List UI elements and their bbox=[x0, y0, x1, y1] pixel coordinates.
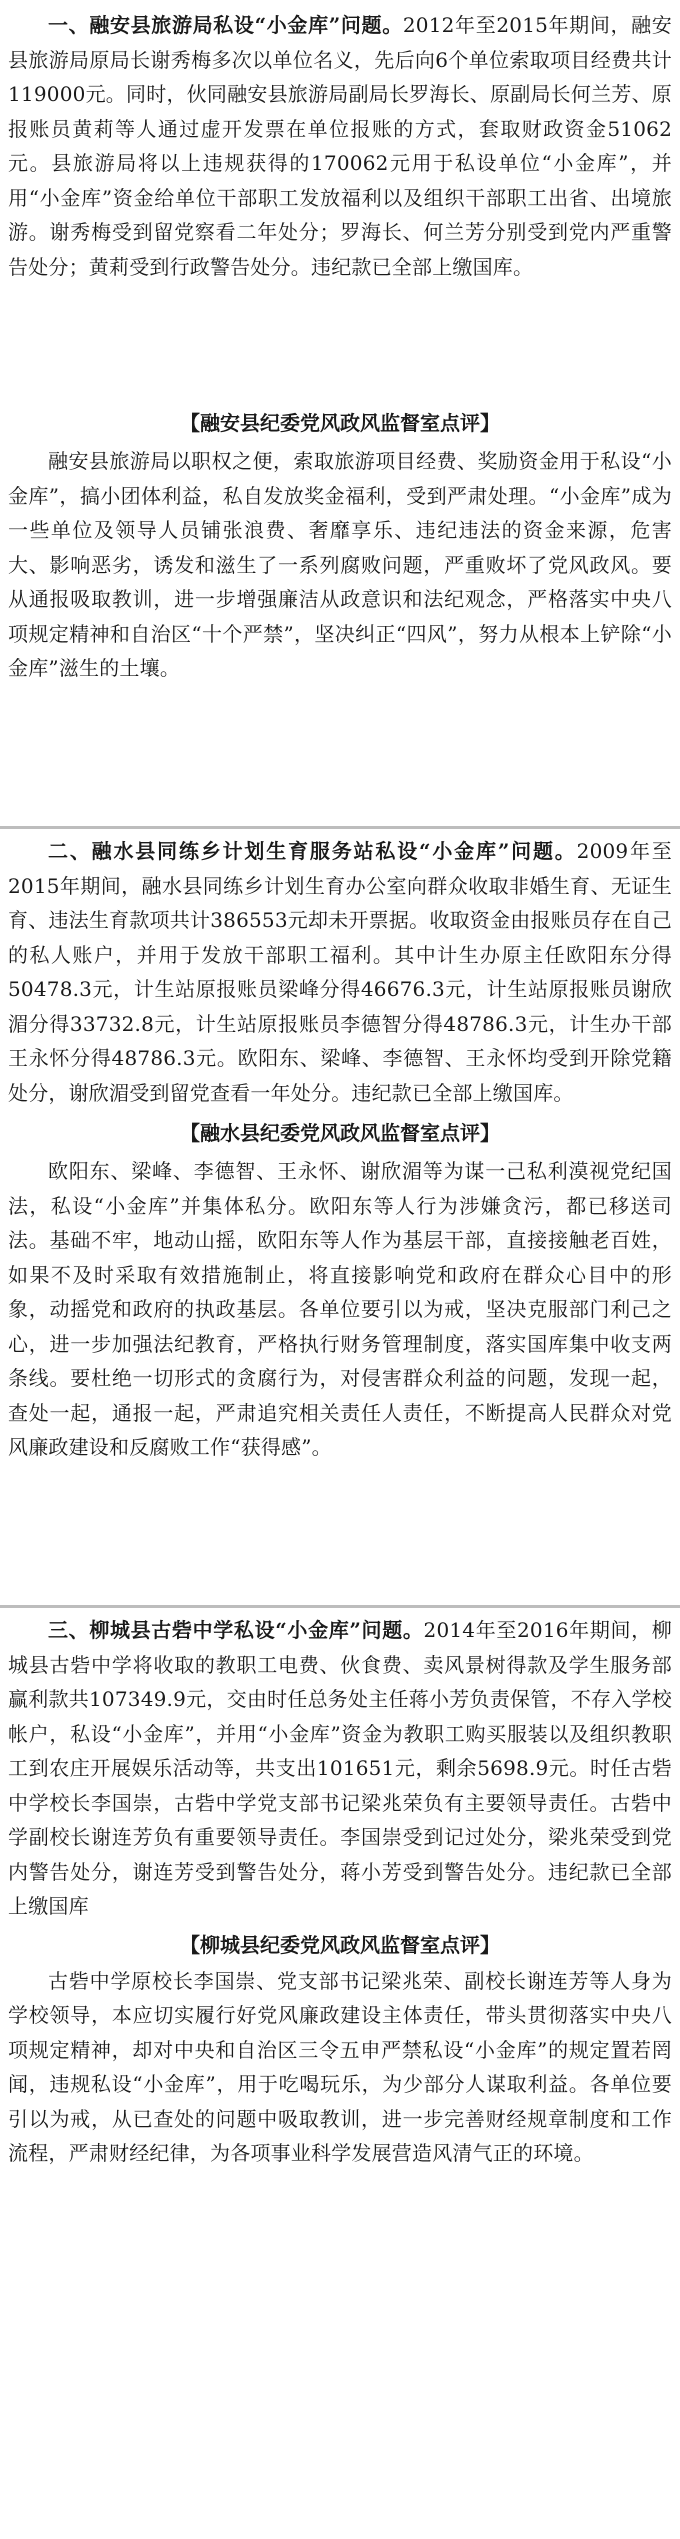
comment-heading: 【融水县纪委党风政风监督室点评】 bbox=[180, 1121, 500, 1145]
case-section-2 bbox=[0, 829, 680, 1605]
case-body-text: 2009年至2015年期间，融水县同练乡计划生育办公室向群众收取非婚生育、无证生育、违法生育款项共计386553元却未开票据。收取资金由报账员存在自己的私人账户，并用于发放干部职工福利。其中计生办原主任欧阳东分得50478.3元，计生站原报账员梁峰分得46676.3元，计生站原报账员谢欣湄分得33732.8元，计生站原报账员李德智分得48786.3元，计生办干部王永怀分得48786.3元。欧阳东、梁峰、李德智、王永怀均受到开除党籍处分，谢欣湄受到留党查看一年处分。违纪款已全部上缴国库。 bbox=[8, 839, 672, 1105]
case-heading: 一、融安县旅游局私设“小金库”问题。 bbox=[48, 13, 403, 37]
case-paragraph bbox=[8, 1613, 672, 1924]
comment-paragraph: 欧阳东、梁峰、李德智、王永怀、谢欣湄等为谋一己私利漠视党纪国法，私设“小金库”并集体私分。欧阳东等人行为涉嫌贪污，都已移送司法。基础不牢，地动山摇，欧阳东等人作为基层干部，直接接触老百姓，如果不及时采取有效措施制止，将直接影响党和政府在群众心目中的形象，动摇党和政府的执政基层。各单位要引以为戒，坚决克服部门利己之心，进一步加强法纪教育，严格执行财务管理制度，落实国库集中收支两条线。要杜绝一切形式的贪腐行为，对侵害群众利益的问题，发现一起，查处一起，通报一起，严肃追究相关责任人责任，不断提高人民群众对党风廉政建设和反腐败工作“获得感”。 bbox=[8, 1159, 672, 1459]
case-section-3 bbox=[0, 1608, 680, 2539]
case-body-text: 2014年至2016年期间，柳城县古砦中学将收取的教职工电费、伙食费、卖风景树得款及学生服务部赢利款共107349.9元，交由时任总务处主任蒋小芳负责保管，不存入学校帐户，私设“小金库”，并用“小金库”资金为教职工购买服装以及组织教职工到农庄开展娱乐活动等，共支出101651元，剩余5698.9元。时任古砦中学校长李国崇，古砦中学党支部书记梁兆荣负有主要领导责任。古砦中学副校长谢连芳负有重要领导责任。李国崇受到记过处分，梁兆荣受到党内警告处分，谢连芳受到警告处分，蒋小芳受到警告处分。违纪款已全部上缴国库 bbox=[8, 1618, 672, 1918]
case-paragraph bbox=[8, 834, 672, 1110]
case-heading: 二、融水县同练乡计划生育服务站私设“小金库”问题。 bbox=[48, 839, 577, 863]
case-paragraph bbox=[8, 8, 672, 398]
comment-paragraph: 古砦中学原校长李国崇、党支部书记梁兆荣、副校长谢连芳等人身为学校领导，本应切实履行好党风廉政建设主体责任，带头贯彻落实中央八项规定精神，却对中央和自治区三令五申严禁私设“小金库”的规定置若罔闻，违规私设“小金库”，用于吃喝玩乐，为少部分人谋取利益。各单位要引以为戒，从已查处的问题中吸取教训，进一步完善财经规章制度和工作流程，严肃财经纪律，为各项事业科学发展营造风清气正的环境。 bbox=[8, 1968, 672, 2165]
comment-heading: 【融安县纪委党风政风监督室点评】 bbox=[180, 411, 500, 435]
case-body-text: 2012年至2015年期间，融安县旅游局原局长谢秀梅多次以单位名义，先后向6个单位索取项目经费共计119000元。同时，伙同融安县旅游局副局长罗海长、原副局长何兰芳、原报账员黄莉等人通过虚开发票在单位报账的方式，套取财政资金51062元。县旅游局将以上违规获得的170062元用于私设单位“小金库”，并用“小金库”资金给单位干部职工发放福利以及组织干部职工出省、出境旅游。谢秀梅受到留党察看二年处分；罗海长、何兰芳分别受到党内严重警告处分；黄莉受到行政警告处分。违纪款已全部上缴国库。 bbox=[8, 13, 673, 279]
case-heading: 三、柳城县古砦中学私设“小金库”问题。 bbox=[48, 1618, 424, 1642]
comment-paragraph: 融安县旅游局以职权之便，索取旅游项目经费、奖励资金用于私设“小金库”，搞小团体利益，私自发放奖金福利，受到严肃处理。“小金库”成为一些单位及领导人员铺张浪费、奢靡享乐、违纪违法的资金来源，危害大、影响恶劣，诱发和滋生了一系列腐败问题，严重败坏了党风政风。要从通报吸取教训，进一步增强廉洁从政意识和法纪观念，严格落实中央八项规定精神和自治区“十个严禁”，坚决纠正“四风”，努力从根本上铲除“小金库”滋生的土壤。 bbox=[8, 449, 672, 680]
comment-heading: 【柳城县纪委党风政风监督室点评】 bbox=[180, 1932, 500, 1957]
case-section-1 bbox=[0, 0, 680, 826]
